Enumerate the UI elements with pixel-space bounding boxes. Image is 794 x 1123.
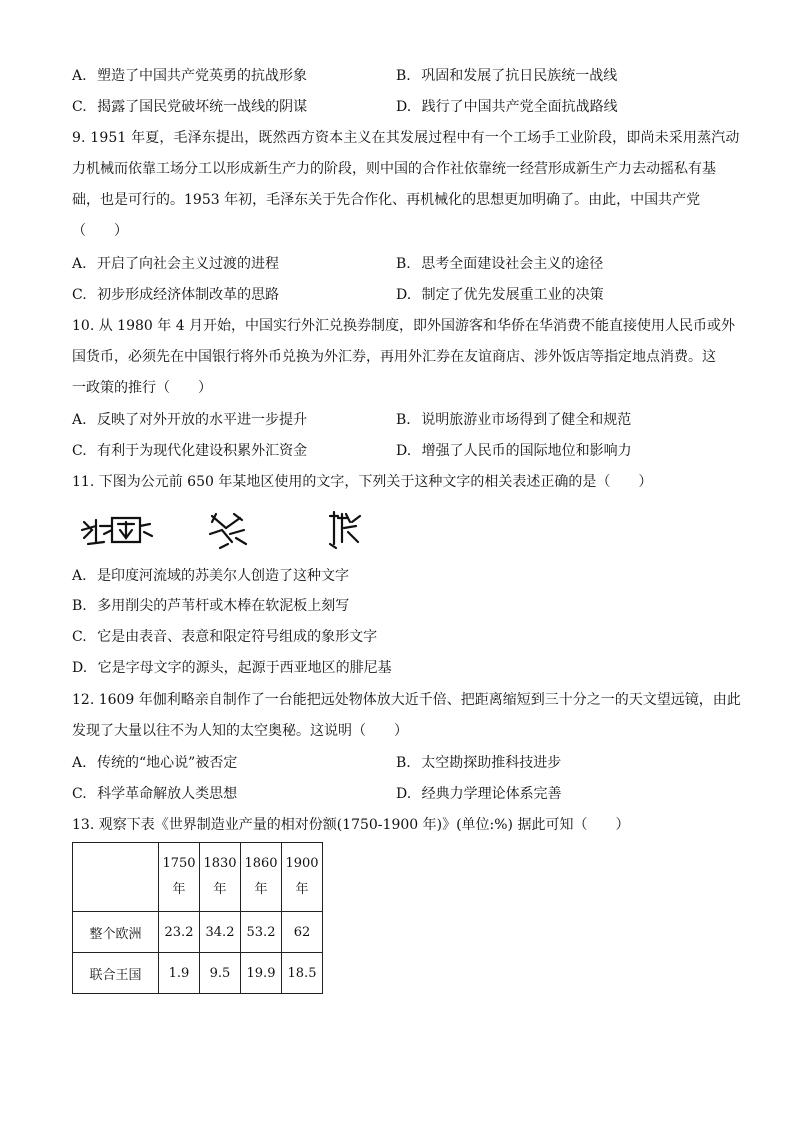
- q11-option-d[interactable]: [72, 658, 392, 678]
- manufacturing-share-table: [72, 842, 323, 994]
- year-number: 1830: [203, 856, 237, 871]
- table-cell: 62: [282, 912, 323, 953]
- table-row: [73, 912, 323, 953]
- option-label: D.: [396, 443, 412, 459]
- cuneiform-glyph-3-image: [326, 508, 362, 550]
- q9-option-b[interactable]: [396, 254, 603, 274]
- q12-option-a[interactable]: [72, 753, 237, 773]
- option-label: C.: [72, 443, 87, 459]
- table-cell: 1.9: [159, 953, 200, 994]
- q10-option-a[interactable]: [72, 410, 307, 430]
- option-text: 塑造了中国共产党英勇的抗战形象: [97, 68, 308, 84]
- option-label: C.: [72, 786, 87, 802]
- option-text: 初步形成经济体制改革的思路: [97, 287, 280, 303]
- q12-option-b[interactable]: [396, 753, 561, 773]
- option-text: 科学革命解放人类思想: [97, 786, 238, 802]
- option-text: 践行了中国共产党全面抗战路线: [421, 99, 618, 115]
- q8-option-c[interactable]: [72, 97, 307, 117]
- table-header-year: [241, 843, 282, 912]
- q10-option-b[interactable]: [396, 410, 631, 430]
- option-label: A.: [72, 568, 87, 584]
- option-label: B.: [72, 598, 87, 614]
- option-text: 有利于为现代化建设积累外汇资金: [97, 443, 308, 459]
- option-text: 增强了人民币的国际地位和影响力: [421, 443, 632, 459]
- q11-option-b[interactable]: [72, 596, 349, 616]
- option-text: 经典力学理论体系完善: [421, 786, 562, 802]
- q9-stem-line-1: 9. 1951 年夏，毛泽东提出，既然西方资本主义在其发展过程中有一个工场手工业阶段，即尚未采用蒸汽动: [72, 130, 740, 146]
- year-number: 1750: [162, 856, 196, 871]
- q9-option-a[interactable]: [72, 254, 279, 274]
- q9-option-c[interactable]: [72, 285, 279, 305]
- q10-stem-line-3: 一政策的推行（ ）: [72, 380, 212, 396]
- option-label: B.: [396, 68, 411, 84]
- cuneiform-glyph-2-image: [206, 508, 250, 550]
- option-label: A.: [72, 68, 87, 84]
- year-number: 1860: [244, 856, 278, 871]
- q9-stem-line-3: 础，也是可行的。1953 年初，毛泽东关于先合作化、再机械化的思想更加明确了。由此，中国共产党: [72, 192, 701, 208]
- q12-stem-line-2: 发现了大量以往不为人知的太空奥秘。这说明（ ）: [72, 723, 408, 739]
- table-cell: 23.2: [159, 912, 200, 953]
- option-text: 制定了优先发展重工业的决策: [421, 287, 604, 303]
- q9-answer-blank: （ ）: [72, 223, 128, 239]
- option-label: C.: [72, 629, 87, 645]
- q11-stem: 11. 下图为公元前 650 年某地区使用的文字，下列关于这种文字的相关表述正确的是（ ）: [72, 474, 653, 490]
- option-text: 揭露了国民党破坏统一战线的阴谋: [97, 99, 308, 115]
- option-label: D.: [72, 660, 88, 676]
- option-text: 巩固和发展了抗日民族统一战线: [421, 68, 618, 84]
- row-label: 整个欧洲: [73, 912, 159, 953]
- cuneiform-glyph-1-image: [78, 508, 156, 550]
- q12-stem-line-1: 12. 1609 年伽利略亲自制作了一台能把远处物体放大近千倍、把距离缩短到三十分之一的天文望远镜，由此: [72, 692, 741, 708]
- q10-stem-line-2: 国货币，必须先在中国银行将外币兑换为外汇券，再用外汇券在友谊商店、涉外饭店等指定地点消费。这: [72, 349, 716, 365]
- option-label: B.: [396, 755, 411, 771]
- q10-option-d[interactable]: [396, 441, 632, 461]
- q12-option-d[interactable]: [396, 784, 562, 804]
- table-row: [73, 953, 323, 994]
- q8-option-b[interactable]: [396, 66, 617, 86]
- option-label: A.: [72, 755, 87, 771]
- year-number: 1900: [285, 856, 319, 871]
- option-text: 说明旅游业市场得到了健全和规范: [421, 412, 632, 428]
- year-unit: 年: [213, 882, 227, 897]
- q12-option-c[interactable]: [72, 784, 237, 804]
- row-label: 联合王国: [73, 953, 159, 994]
- table-cell: 9.5: [200, 953, 241, 994]
- table-header-year: [200, 843, 241, 912]
- table-corner-cell: [73, 843, 159, 912]
- option-label: A.: [72, 256, 87, 272]
- option-text: 多用削尖的芦苇杆或木棒在软泥板上刻写: [97, 598, 350, 614]
- option-text: 思考全面建设社会主义的途径: [421, 256, 604, 272]
- option-label: A.: [72, 412, 87, 428]
- option-label: B.: [396, 256, 411, 272]
- table-cell: 34.2: [200, 912, 241, 953]
- option-label: D.: [396, 287, 412, 303]
- option-label: C.: [72, 287, 87, 303]
- option-label: D.: [396, 786, 412, 802]
- q11-option-a[interactable]: [72, 566, 349, 586]
- table-cell: 18.5: [282, 953, 323, 994]
- q8-option-d[interactable]: [396, 97, 618, 117]
- year-unit: 年: [295, 882, 309, 897]
- year-unit: 年: [254, 882, 268, 897]
- option-label: D.: [396, 99, 412, 115]
- option-label: C.: [72, 99, 87, 115]
- q8-option-a[interactable]: [72, 66, 307, 86]
- q10-stem-line-1: 10. 从 1980 年 4 月开始，中国实行外汇兑换券制度，即外国游客和华侨在华消费不能直接使用人民币或外: [72, 318, 736, 334]
- option-text: 太空勘探助推科技进步: [421, 755, 562, 771]
- table-cell: 19.9: [241, 953, 282, 994]
- q13-stem: 13. 观察下表《世界制造业产量的相对份额(1750-1900 年)》(单位:%) 据此可知（ ）: [72, 817, 630, 833]
- option-text: 是印度河流域的苏美尔人创造了这种文字: [97, 568, 350, 584]
- table-header-year: [282, 843, 323, 912]
- q9-stem-line-2: 力机械而依靠工场分工以形成新生产力的阶段，则中国的合作社依靠统一经营形成新生产力去动摇私有基: [72, 161, 716, 177]
- year-unit: 年: [172, 882, 186, 897]
- option-label: B.: [396, 412, 411, 428]
- q9-option-d[interactable]: [396, 285, 604, 305]
- option-text: 反映了对外开放的水平进一步提升: [97, 412, 308, 428]
- q11-option-c[interactable]: [72, 627, 377, 647]
- table-header-row: [73, 843, 323, 912]
- option-text: 开启了向社会主义过渡的进程: [97, 256, 280, 272]
- table-cell: 53.2: [241, 912, 282, 953]
- table-header-year: [159, 843, 200, 912]
- option-text: 它是由表音、表意和限定符号组成的象形文字: [97, 629, 378, 645]
- option-text: 它是字母文字的源头，起源于西亚地区的腓尼基: [97, 660, 392, 676]
- option-text: 传统的“地心说”被否定: [97, 755, 238, 771]
- q10-option-c[interactable]: [72, 441, 307, 461]
